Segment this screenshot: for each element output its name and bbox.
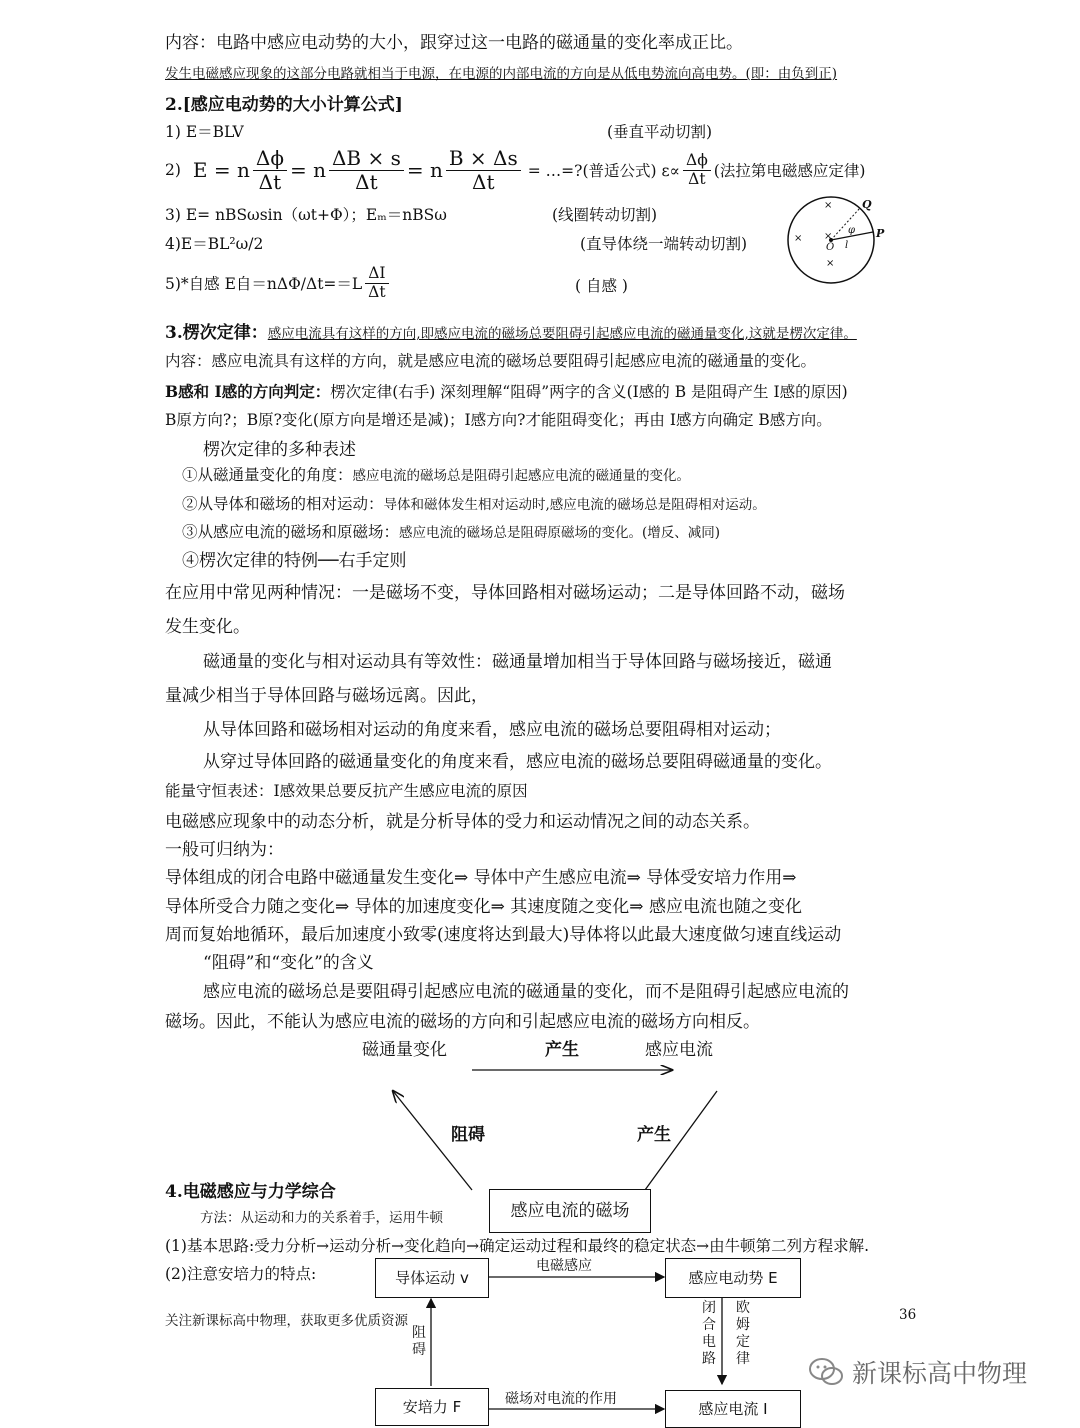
section2-heading: 2.[感应电动势的大小计算公式] <box>165 95 403 115</box>
intro-content: 内容：电路中感应电动势的大小，跟穿过这一电路的磁通量的变化率成正比。 <box>165 33 743 53</box>
fraction-numerator: ΔB × s <box>329 147 404 171</box>
section4-basic: (1)基本思路:受力分析→运动分析→变化趋向→确定运动过程和最终的稳定状态→由牛顿第二列方程求解. <box>165 1237 870 1255</box>
footer-promo: 关注新课标高中物理，获取更多优质资源 <box>165 1313 408 1329</box>
formula-3-note: (线圈转动切割) <box>552 206 658 224</box>
meaning-line1: 感应电流的磁场总是要阻碍引起感应电流的磁通量的变化，而不是阻碍引起感应电流的 <box>203 982 849 1002</box>
section4-heading: 4.电磁感应与力学综合 <box>165 1182 336 1202</box>
label-o: O <box>826 242 835 253</box>
form-2-text: 导体和磁体发生相对运动时,感应电流的磁场总是阻碍相对运动。 <box>383 497 766 513</box>
form-3-text: 感应电流的磁场总是阻碍原磁场的变化。(增反、减同) <box>399 525 721 541</box>
page-number: 36 <box>899 1307 917 1323</box>
label-p: P <box>876 227 885 240</box>
fraction-denominator: Δt <box>355 169 378 194</box>
formula-2-tail: = …=?(普适公式) ε∝ <box>527 162 680 180</box>
formula-2-E: E = n <box>192 158 250 182</box>
form-2-label: ②从导体和磁场的相对运动： <box>182 495 384 513</box>
chain-line3: 周而复始地循环，最后加速度小致零(速度将达到最大)导体将以此最大速度做匀速直线运动 <box>165 925 842 945</box>
lenz-content: 内容：感应电流具有这样的方向，就是感应电流的磁场总要阻碍引起感应电流的磁通量的变化。 <box>165 352 817 370</box>
meaning-line2: 磁场。因此，不能认为感应电流的磁场的方向和引起感应电流的磁场方向相反。 <box>165 1012 760 1032</box>
formula-4-note: (直导体绕一端转动切割) <box>580 235 748 253</box>
field-cross: × <box>826 258 835 269</box>
direction-line2: B原方向?；B原?变化(原方向是增还是减)；I感方向?才能阻碍变化；再由 I感方向确定 B感方向。 <box>165 411 832 429</box>
triangle-mid-top: 产生 <box>545 1040 579 1060</box>
formula-2-eq: = n <box>289 158 326 182</box>
fraction-numerator: Δϕ <box>253 147 287 171</box>
dynamic-line2: 一般可归纳为： <box>165 840 284 860</box>
direction-text: 楞次定律(右手) 深刻理解“阻碍”两字的含义(I感的 B 是阻碍产生 I感的原因) <box>330 383 848 401</box>
label-l: l <box>845 240 849 251</box>
arrow-bottom-label: 磁场对电流的作用 <box>505 1391 617 1407</box>
formula-5-text: 5)*自感 E自＝nΔΦ/Δt=＝L <box>165 275 363 293</box>
formula-1-note: (垂直平动切割) <box>607 123 713 141</box>
formula-4: 4)E＝BL²ω/2 <box>165 235 264 253</box>
field-cross: × <box>824 231 833 242</box>
chain-line1: 导体组成的闭合电路中磁通量发生变化⇒ 导体中产生感应电流⇒ 导体受安培力作用⇒ <box>165 868 797 888</box>
field-cross: × <box>794 233 803 244</box>
formula-5-note: ( 自感 ) <box>575 277 628 295</box>
equivalence-line4: 从穿过导体回路的磁通量变化的角度来看，感应电流的磁场总要阻碍磁通量的变化。 <box>203 752 832 772</box>
section3-heading: 3.楞次定律： <box>165 323 268 343</box>
watermark <box>808 1354 1027 1390</box>
fraction-denominator: Δt <box>368 282 386 301</box>
triangle-right-top: 感应电流 <box>645 1040 713 1060</box>
energy-statement: 能量守恒表述：I感效果总要反抗产生感应电流的原因 <box>165 782 528 800</box>
section4-ampere: (2)注意安培力的特点: <box>165 1265 317 1283</box>
formula-2-note: (法拉第电磁感应定律) <box>713 162 866 180</box>
label-q: Q <box>862 198 872 211</box>
fraction-denominator: Δt <box>472 169 495 194</box>
meaning-title: “阻碍”和“变化”的含义 <box>203 953 374 973</box>
direction-title: B感和 I感的方向判定： <box>165 382 331 401</box>
label-phi: φ <box>848 225 856 236</box>
arrow-top-label: 电磁感应 <box>536 1258 592 1274</box>
induced-field-box: 感应电流的磁场 <box>489 1189 651 1233</box>
section4-method: 方法：从运动和力的关系着手，运用牛顿 <box>200 1210 443 1226</box>
arrow-left-label: 阻碍 <box>412 1325 426 1358</box>
equivalence-line3: 从导体回路和磁场相对运动的角度来看，感应电流的磁场总要阻碍相对运动； <box>203 720 781 740</box>
motion-box: 导体运动 v <box>375 1258 489 1298</box>
section3-heading-note: 感应电流具有这样的方向,即感应电流的磁场总要阻碍引起感应电流的磁通量变化,这就是楞次定律。 <box>267 326 857 342</box>
forms-title: 楞次定律的多种表述 <box>203 440 356 460</box>
form-1-text: 感应电流的磁场总是阻碍引起感应电流的磁通量的变化。 <box>352 468 691 484</box>
watermark-text: 新课标高中物理 <box>852 1359 1028 1388</box>
fraction-denominator: Δt <box>258 169 282 194</box>
intro-note: 发生电磁感应现象的这部分电路就相当于电源，在电源的内部电流的方向是从低电势流向高电势。(即：由负到正) <box>165 66 838 82</box>
arrow-right-label2: 欧姆定律 <box>736 1300 750 1367</box>
current-box: 感应电流 I <box>665 1390 801 1428</box>
fraction-denominator: Δt <box>688 169 706 188</box>
formula-3: 3) E= nBSωsin（ωt+Φ）；Eₘ＝nBSω <box>165 206 447 224</box>
equivalence-line2: 量减少相当于导体回路与磁场远离。因此， <box>165 686 488 706</box>
formula-2-eq2: = n <box>406 158 443 182</box>
dynamic-line1: 电磁感应现象中的动态分析，就是分析导体的受力和运动情况之间的动态关系。 <box>165 812 760 832</box>
application-line1: 在应用中常见两种情况：一是磁场不变，导体回路相对磁场运动；二是导体回路不动，磁场 <box>165 583 845 603</box>
force-box: 安培力 F <box>375 1388 489 1426</box>
fraction-numerator: Δϕ <box>683 152 711 171</box>
triangle-left-top: 磁通量变化 <box>362 1040 447 1060</box>
wechat-icon <box>808 1357 844 1387</box>
arrow-right-label1: 闭合电路 <box>702 1300 716 1367</box>
equivalence-line1: 磁通量的变化与相对运动具有等效性：磁通量增加相当于导体回路与磁场接近，磁通 <box>203 652 832 672</box>
form-4: ④楞次定律的特例──右手定则 <box>182 551 407 571</box>
fraction-numerator: ΔI <box>365 265 388 284</box>
form-3-label: ③从感应电流的磁场和原磁场： <box>182 523 400 541</box>
formula-2-prefix: 2) <box>165 161 181 179</box>
triangle-left-side: 阻碍 <box>451 1125 485 1145</box>
field-cross: × <box>824 200 833 211</box>
triangle-right-side: 产生 <box>637 1125 671 1145</box>
fraction-numerator: B × Δs <box>446 147 521 171</box>
emf-box: 感应电动势 E <box>665 1258 801 1298</box>
formula-1: 1) E＝BLV <box>165 123 244 141</box>
chain-line2: 导体所受合力随之变化⇒ 导体的加速度变化⇒ 其速度随之变化⇒ 感应电流也随之变化 <box>165 897 802 917</box>
application-line2: 发生变化。 <box>165 617 250 637</box>
form-1-label: ①从磁通量变化的角度： <box>182 466 353 484</box>
